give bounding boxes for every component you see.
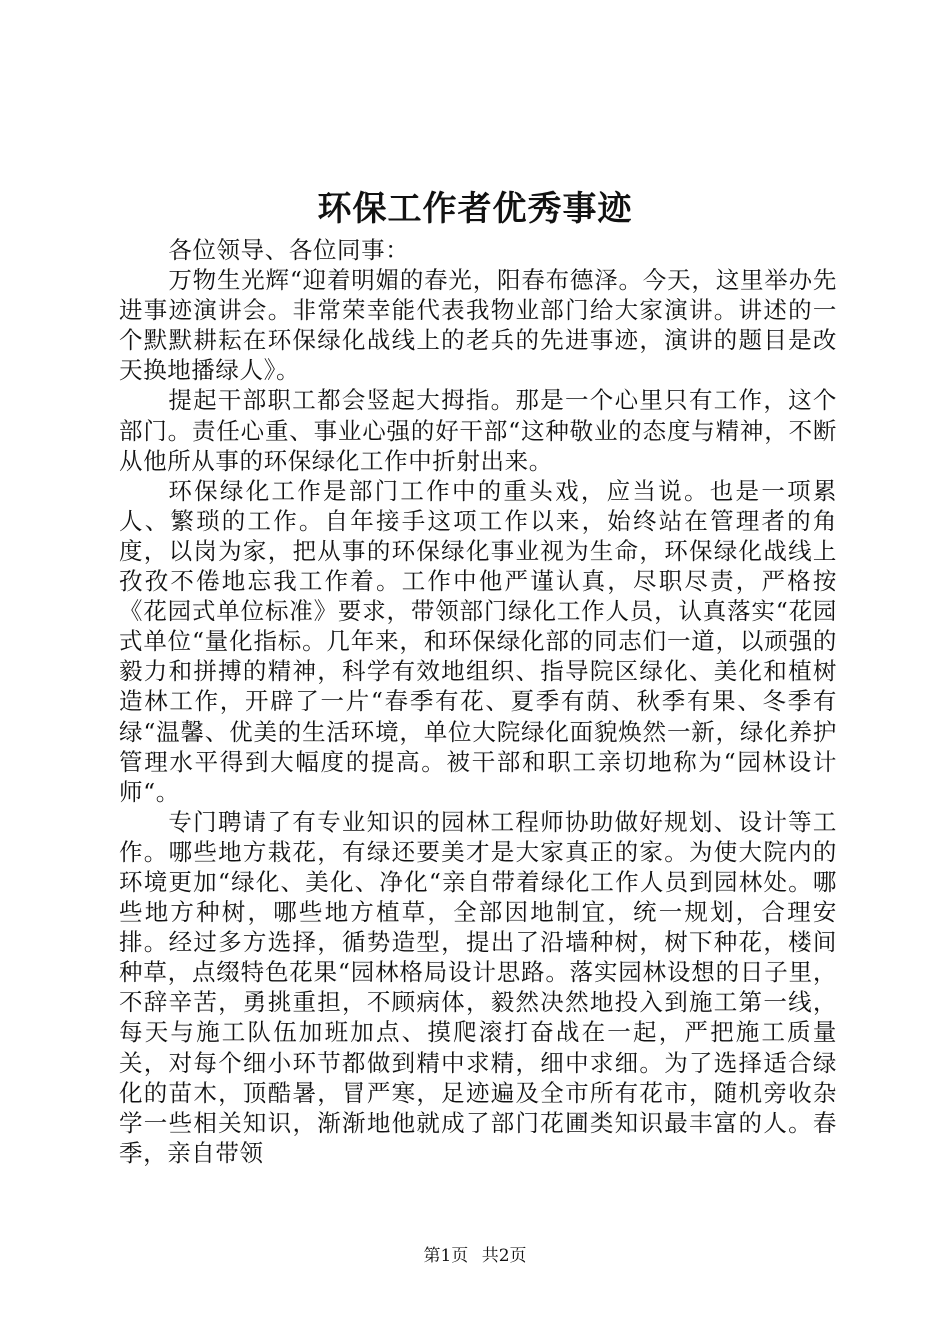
page-total: 共2页 (481, 1246, 527, 1266)
paragraph-3: 环保绿化工作是部门工作中的重头戏，应当说。也是一项累人、繁琐的工作。自年接手这项工作以来，始终站在管理者的角度，以岗为家，把从事的环保绿化事业视为生命，环保绿化战线上孜孜不倦地忘我工作着。工作中他严谨认真，尽职尽责，严格按《花园式单位标准》要求，带领部门绿化工作人员，认真落实“花园式单位“量化指标。几年来，和环保绿化部的同志们一道，以顽强的毅力和拼搏的精神，科学有效地组织、指导院区绿化、美化和植树造林工作，开辟了一片“春季有花、夏季有荫、秋季有果、冬季有绿“温馨、优美的生活环境，单位大院绿化面貌焕然一新，绿化养护管理水平得到大幅度的提高。被干部和职工亲切地称为“园林设计师“。 (119, 476, 837, 806)
page-number: 第1页 (423, 1246, 469, 1266)
salutation: 各位领导、各位同事： (168, 236, 410, 264)
page-footer (0, 1244, 950, 1268)
paragraph-1: 万物生光辉“迎着明媚的春光，阳春布德泽。今天，这里举办先进事迹演讲会。非常荣幸能代表我物业部门给大家演讲。讲述的一个默默耕耘在环保绿化战线上的老兵的先进事迹，演讲的题目是改天换地播绿人》。 (119, 266, 837, 385)
paragraph-4: 专门聘请了有专业知识的园林工程师协助做好规划、设计等工作。哪些地方栽花，有绿还要美才是大家真正的家。为使大院内的环境更加“绿化、美化、净化“亲自带着绿化工作人员到园林处。哪些地方种树，哪些地方植草，全部因地制宜，统一规划，合理安排。经过多方选择，循势造型，提出了沿墙种树，树下种花，楼间种草，点缀特色花果“园林格局设计思路。落实园林设想的日子里，不辞辛苦，勇挑重担，不顾病体，毅然决然地投入到施工第一线，每天与施工队伍加班加点、摸爬滚打奋战在一起，严把施工质量关，对每个细小环节都做到精中求精，细中求细。为了选择适合绿化的苗木，顶酷暑，冒严寒，足迹遍及全市所有花市，随机旁收杂学一些相关知识，渐渐地他就成了部门花圃类知识最丰富的人。春季，亲自带领 (119, 807, 837, 1167)
document-title: 环保工作者优秀事迹 (317, 189, 633, 229)
paragraph-2: 提起干部职工都会竖起大拇指。那是一个心里只有工作，这个部门。责任心重、事业心强的好干部“这种敬业的态度与精神，不断从他所从事的环保绿化工作中折射出来。 (119, 386, 837, 475)
document-body (119, 235, 837, 1168)
